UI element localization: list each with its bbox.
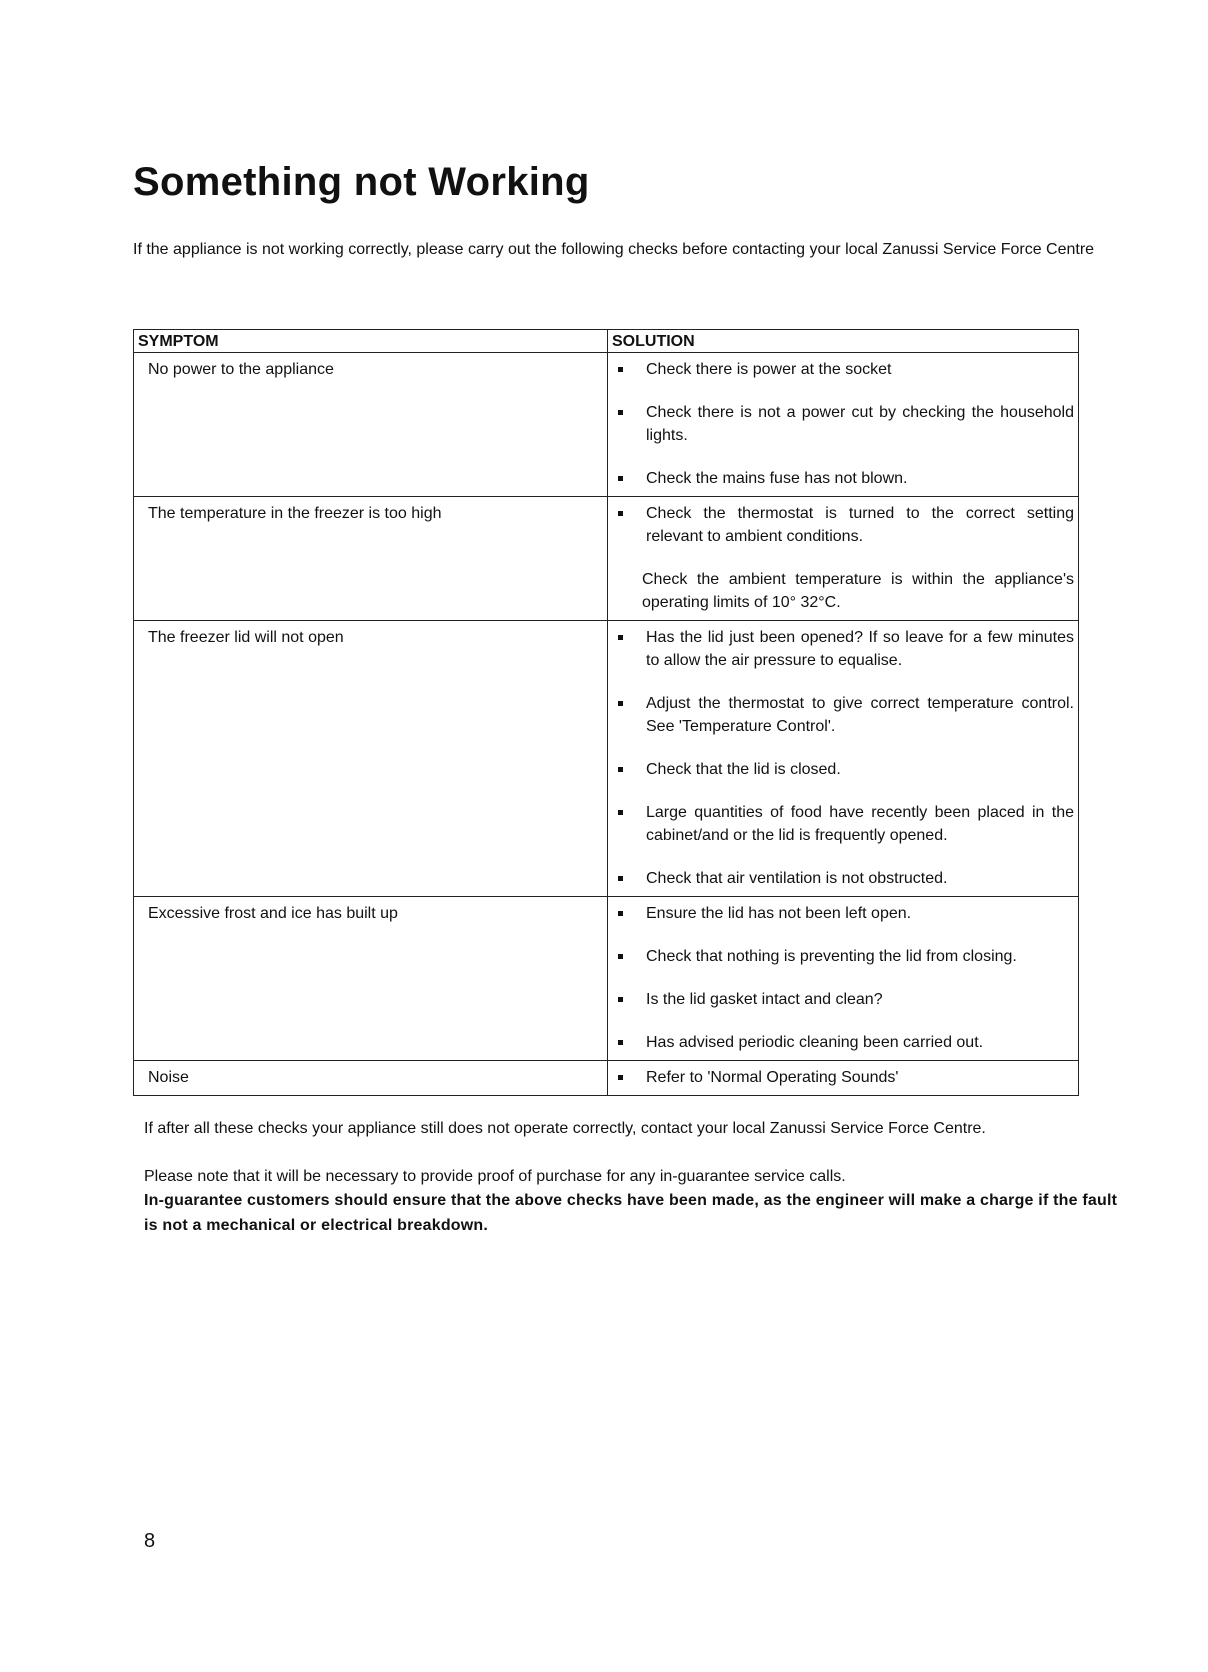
bullet-icon [618,410,623,415]
solution-list [612,626,1074,890]
solution-text: Adjust the thermostat to give correct temperature control. See 'Temperature Control'. [646,695,1074,735]
solution-text: Check that air ventilation is not obstructed. [646,870,948,887]
symptom-header: SYMPTOM [134,330,608,353]
solution-text: Check the ambient temperature is within the appliance's operating limits of 10° 32°C. [642,571,1074,611]
bullet-icon [618,367,623,372]
bullet-icon [618,810,623,815]
bullet-icon [618,876,623,881]
solution-text: Check the thermostat is turned to the correct setting relevant to ambient conditions. [646,505,1074,545]
table-body [134,353,1079,1096]
bullet-icon [618,511,623,516]
solution-item [612,758,1074,781]
solution-text: Check that nothing is preventing the lid from closing. [646,948,1017,965]
solution-text: Check that the lid is closed. [646,761,841,778]
solution-text: Has the lid just been opened? If so leave for a few minutes to allow the air pressure to equalise. [646,629,1074,669]
symptom-cell: No power to the appliance [134,353,608,497]
solution-list [612,502,1074,614]
solution-text: Has advised periodic cleaning been carried out. [646,1034,984,1051]
solution-item [612,502,1074,548]
solution-list [612,1066,1074,1089]
solution-cell [608,621,1079,897]
guarantee-warning: In-guarantee customers should ensure that the above checks have been made, as the engineer will make a charge if the fault is not a mechanical or electrical breakdown. [144,1192,1118,1234]
solution-cell [608,353,1079,497]
solution-header: SOLUTION [608,330,1079,353]
bullet-icon [618,1075,623,1080]
solution-text: Check there is not a power cut by checking the household lights. [646,404,1074,444]
bullet-icon [618,1040,623,1045]
solution-item [612,692,1074,738]
table-row [134,621,1079,897]
solution-item [612,945,1074,968]
bullet-icon [618,997,623,1002]
table-row [134,353,1079,497]
bullet-icon [618,767,623,772]
bullet-icon [618,954,623,959]
bullet-icon [618,911,623,916]
solution-item [612,988,1074,1011]
solution-text: Ensure the lid has not been left open. [646,905,912,922]
solution-cell [608,497,1079,621]
bullet-icon [618,476,623,481]
solution-item [612,626,1074,672]
solution-item [612,801,1074,847]
solution-cell [608,1061,1079,1096]
solution-text: Large quantities of food have recently been placed in the cabinet/and or the lid is frequently opened. [646,804,1074,844]
solution-text: Check there is power at the socket [646,361,892,378]
solution-item [612,358,1074,381]
solution-item [612,1066,1074,1089]
solution-item [612,401,1074,447]
solution-item [612,1031,1074,1054]
bullet-icon [618,635,623,640]
table-row [134,1061,1079,1096]
page-title: Something not Working [133,160,590,204]
symptom-cell: The temperature in the freezer is too high [134,497,608,621]
after-checks-text: If after all these checks your appliance still does not operate correctly, contact your local Zanussi Service Force Centre. [144,1120,986,1137]
solution-item [612,568,1074,614]
bullet-icon [618,701,623,706]
troubleshooting-table [133,329,1079,1096]
symptom-cell: The freezer lid will not open [134,621,608,897]
solution-text: Check the mains fuse has not blown. [646,470,908,487]
solution-item [612,902,1074,925]
solution-text: Refer to 'Normal Operating Sounds' [646,1069,899,1086]
page-number: 8 [144,1530,156,1552]
symptom-cell: Excessive frost and ice has built up [134,897,608,1061]
symptom-cell: Noise [134,1061,608,1096]
solution-text: Is the lid gasket intact and clean? [646,991,883,1008]
solution-cell [608,897,1079,1061]
table-row [134,897,1079,1061]
proof-of-purchase-note: Please note that it will be necessary to provide proof of purchase for any in-guarantee service calls. [144,1168,846,1185]
table-row [134,497,1079,621]
solution-item [612,867,1074,890]
solution-list [612,902,1074,1054]
solution-list [612,358,1074,490]
intro-paragraph: If the appliance is not working correctly, please carry out the following checks before contacting your local Zanussi Service Force Centre [133,241,1095,258]
solution-item [612,467,1074,490]
table-header-row [134,330,1079,353]
